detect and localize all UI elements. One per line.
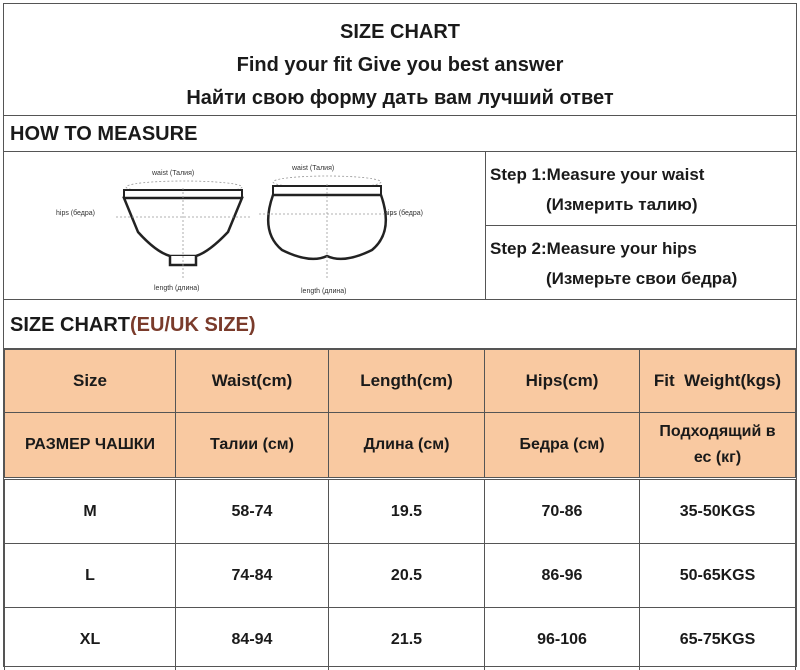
how-to-measure-heading: HOW TO MEASURE — [4, 116, 796, 152]
step-hips — [486, 226, 796, 300]
measurement-steps — [486, 152, 796, 300]
header-fit-weight: Fit Weight(kgs) — [640, 350, 796, 413]
step-1-text: Step 1:Measure your waist — [490, 165, 705, 184]
cell-length: 19.5 — [329, 480, 485, 544]
table-row — [5, 608, 796, 670]
page-title: SIZE CHART — [340, 21, 460, 43]
step-2-translation: (Измерьте свои бедра) — [546, 269, 738, 288]
size-table — [4, 349, 796, 670]
cell-size: XL — [5, 608, 176, 670]
cell-hips: 86-96 — [485, 544, 640, 608]
step-1-translation: (Измерить талию) — [546, 195, 698, 214]
cell-hips: 70-86 — [485, 480, 640, 544]
step-2-text: Step 2:Measure your hips — [490, 239, 697, 258]
cell-weight: 50-65KGS — [640, 544, 796, 608]
size-chart-heading — [4, 300, 796, 349]
table-header-row-english — [5, 350, 796, 413]
measurement-diagram — [4, 152, 486, 300]
header-size: Size — [5, 350, 176, 413]
front-brief-drawing — [116, 181, 250, 280]
cell-size: L — [5, 544, 176, 608]
cell-size: M — [5, 480, 176, 544]
back-brief-drawing — [259, 176, 396, 280]
header-fit-weight-ru: Подходящий в ес (кг) — [640, 413, 796, 478]
size-chart-heading-main: SIZE CHART — [10, 314, 130, 336]
waist-label-left: waist (Талия) — [152, 170, 195, 177]
header-length: Length(cm) — [329, 350, 485, 413]
header-hips: Hips(cm) — [485, 350, 640, 413]
cell-waist: 84-94 — [176, 608, 329, 670]
page-header — [4, 4, 796, 116]
subtitle-english: Find your fit Give you best answer — [236, 54, 564, 76]
hips-label-left: hips (бедра) — [56, 210, 95, 217]
cell-weight: 35-50KGS — [640, 480, 796, 544]
table-row — [5, 480, 796, 544]
header-hips-ru: Бедра (см) — [485, 413, 640, 478]
cell-length: 20.5 — [329, 544, 485, 608]
waist-label-right: waist (Талия) — [292, 165, 335, 172]
cell-waist: 58-74 — [176, 480, 329, 544]
length-label-right: length (длина) — [301, 288, 347, 295]
cell-waist: 74-84 — [176, 544, 329, 608]
size-chart-heading-region: (EU/UK SIZE) — [130, 314, 256, 336]
how-to-measure-section — [4, 152, 796, 300]
header-length-ru: Длина (см) — [329, 413, 485, 478]
hips-label-right: hips (бедра) — [384, 210, 423, 217]
length-label-left: length (длина) — [154, 285, 200, 292]
size-chart-page — [3, 3, 797, 667]
header-waist: Waist(cm) — [176, 350, 329, 413]
table-row — [5, 544, 796, 608]
header-size-ru: РАЗМЕР ЧАШКИ — [5, 413, 176, 478]
cell-hips: 96-106 — [485, 608, 640, 670]
cell-weight: 65-75KGS — [640, 608, 796, 670]
table-header-row-russian — [5, 413, 796, 478]
header-waist-ru: Талии (см) — [176, 413, 329, 478]
cell-length: 21.5 — [329, 608, 485, 670]
step-waist — [486, 152, 796, 226]
underwear-diagram-illustration — [4, 152, 486, 300]
subtitle-russian: Найти свою форму дать вам лучший ответ — [186, 87, 614, 109]
